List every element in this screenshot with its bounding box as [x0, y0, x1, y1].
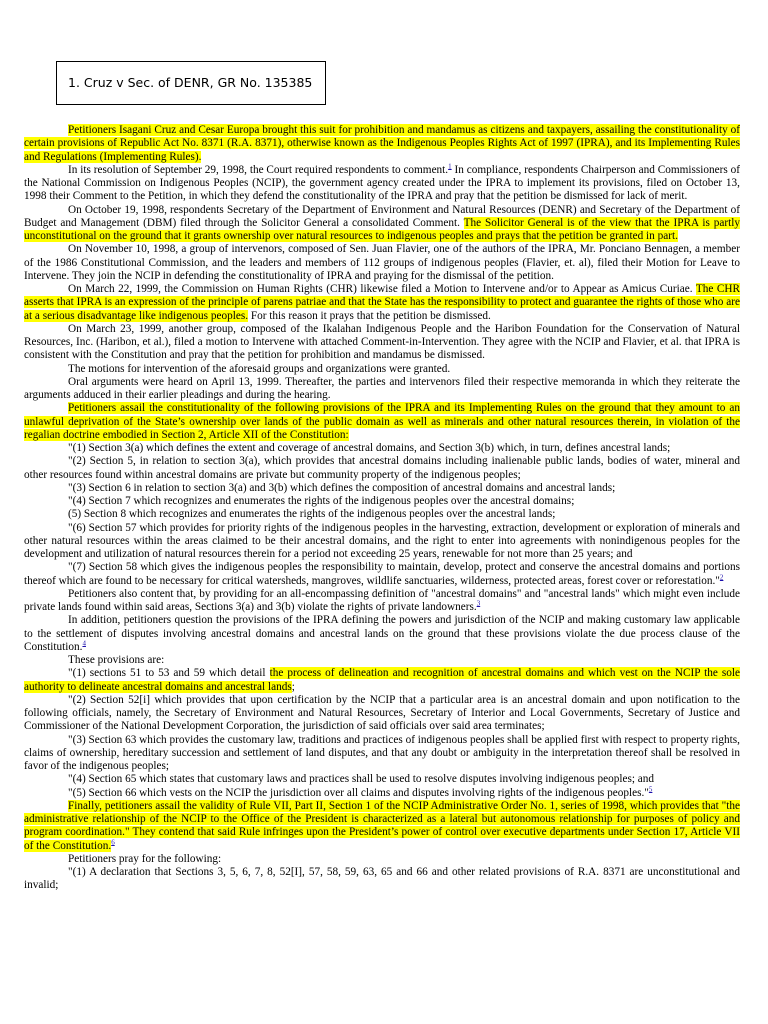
paragraph	[24, 508, 740, 521]
paragraph	[24, 283, 740, 323]
footnote-link[interactable]: 1	[448, 162, 452, 170]
text-segment: On March 23, 1999, another group, composed of the Ikalahan Indigenous People and the Haribon Foundation for the Conservation of Natural Resources, Inc. (Haribon, et al.), filed a motion to Intervene with attached Comment-in-Intervention. They agree with the NCIP and Flavier, et al. that IPRA is consistent with the Constitution and pray that the petition for prohibition and mandamus be dismissed.	[24, 322, 740, 362]
paragraph	[24, 694, 740, 734]
text-segment: In its resolution of September 29, 1998, the Court required respondents to comment.	[68, 163, 449, 176]
paragraph	[24, 866, 740, 893]
paragraph	[24, 455, 740, 482]
highlighted-text: the process of delineation and recognition of ancestral domains and which vest on the NCIP the sole authority to delineate ancestral domains and ancestral lands	[24, 667, 740, 693]
text-segment: In addition, petitioners question the provisions of the IPRA defining the powers and jurisdiction of the NCIP and making customary law applicable to the settlement of disputes involving ancestral domains and ancestral lands on the ground that these provisions violate the due process clause of the Constitution.	[24, 614, 740, 653]
highlighted-text: Petitioners Isagani Cruz and Cesar Europa brought this suit for prohibition and mandamus as citizens and taxpayers, assailing the constitutionality of certain provisions of Republic Act No. 8371 (R.A. 8371), otherwise known as the Indigenous Peoples Rights Act of 1997 (IPRA), and its Implementing Rules and Regulations (Implementing Rules).	[24, 124, 740, 163]
text-segment: ;	[291, 680, 295, 693]
document-body	[24, 124, 740, 893]
paragraph	[24, 800, 740, 853]
text-segment: "(4) Section 7 which recognizes and enumerates the rights of the indigenous peoples over the ancestral domains;	[68, 495, 575, 507]
paragraph	[24, 482, 740, 495]
text-segment: The motions for intervention of the aforesaid groups and organizations were granted.	[68, 362, 451, 375]
paragraph	[24, 124, 740, 164]
text-segment: "(1) sections 51 to 53 and 59 which detail	[68, 667, 270, 680]
paragraph	[24, 204, 740, 244]
text-segment: "(3) Section 63 which provides the customary law, traditions and practices of indigenous peoples shall be applied first with respect to property rights, claims of ownership, hereditary succession and settlement of land disputes, and that any doubt or ambiguity in the interpretation thereof shall be resolved in favor of the indigenous peoples;	[24, 733, 740, 772]
paragraph	[24, 376, 740, 403]
text-segment: On November 10, 1998, a group of intervenors, composed of Sen. Juan Flavier, one of the authors of the IPRA, Mr. Ponciano Bennagen, a member of the 1986 Constitutional Commission, and the leaders and members of 112 groups of indigenous peoples (Flavier, et. al), filed their Motion for Leave to Intervene. They join the NCIP in defending the constitutionality of IPRA and praying for the dismissal of the petition.	[24, 243, 740, 282]
text-segment: "(5) Section 66 which vests on the NCIP the jurisdiction over all claims and disputes involving rights of the indigenous peoples."	[68, 786, 649, 799]
text-segment: Petitioners pray for the following:	[68, 852, 222, 865]
paragraph	[24, 402, 740, 442]
paragraph	[24, 773, 740, 786]
text-segment: On March 22, 1999, the Commission on Human Rights (CHR) likewise filed a Motion to Intervene and/or to Appear as Amicus Curiae.	[68, 283, 696, 295]
text-segment: For this reason it prays that the petition be dismissed.	[248, 309, 491, 322]
document-title-text: 1. Cruz v Sec. of DENR, GR No. 135385	[68, 75, 313, 90]
paragraph	[24, 784, 740, 800]
highlighted-text: Finally, petitioners assail the validity of Rule VII, Part II, Section 1 of the NCIP Administrative Order No. 1, series of 1998, which provides that "the administrative relationship of the NCIP to the Office of the President is characterized as a lateral but autonomous relationship for purposes of policy and program coordination." They contend that said Rule infringes upon the President’s power of control over executive departments under Section 17, Article VII of the Constitution.	[24, 799, 740, 852]
text-segment: "(1) Section 3(a) which defines the extent and coverage of ancestral domains, and Section 3(b) which, in turn, defines ancestral lands;	[68, 442, 671, 454]
paragraph	[24, 614, 740, 654]
text-segment: Petitioners also content that, by providing for an all-encompassing definition of "ancestral domains" and "ancestral lands" which might even include private lands found within said areas, Sections 3(a) and 3(b) violate the rights of private landowners.	[24, 587, 740, 613]
paragraph	[24, 588, 740, 615]
text-segment: On October 19, 1998, respondents Secretary of the Department of Environment and Natural Resources (DENR) and Secretary of the Department of Budget and Management (DBM) filed through the Solicitor General a consolidated Comment.	[24, 203, 740, 229]
paragraph	[24, 363, 740, 376]
paragraph	[24, 164, 740, 204]
text-segment: Oral arguments were heard on April 13, 1999. Thereafter, the parties and intervenors filed their respective memoranda in which they reiterate the arguments adduced in their earlier pleadings and during the hearing.	[24, 375, 740, 401]
paragraph	[24, 734, 740, 774]
footnote-link[interactable]: 2	[719, 572, 724, 581]
text-segment: "(3) Section 6 in relation to section 3(a) and 3(b) which defines the composition of ancestral domains and ancestral lands;	[68, 481, 616, 494]
text-segment: (5) Section 8 which recognizes and enumerates the rights of the indigenous peoples over the ancestral lands;	[68, 508, 556, 521]
paragraph	[24, 323, 740, 363]
text-segment: "(2) Section 5, in relation to section 3(a), which provides that ancestral domains including inalienable public lands, bodies of water, mineral and other resources found within ancestral domains are private but community property of the indigenous peoples;	[24, 455, 740, 481]
footnote-link[interactable]: 6	[111, 837, 115, 846]
footnote-link[interactable]: 5	[648, 784, 653, 793]
paragraph	[24, 654, 740, 667]
document-title	[56, 61, 326, 105]
paragraph	[24, 495, 740, 508]
text-segment: "(1) A declaration that Sections 3, 5, 6, 7, 8, 52[I], 57, 58, 59, 63, 65 and 66 and other related provisions of R.A. 8371 are unconstitutional and invalid;	[24, 866, 740, 892]
text-segment: "(6) Section 57 which provides for priority rights of the indigenous peoples in the harvesting, extraction, development or exploration of minerals and other natural resources within the areas claimed to be their ancestral domains, and the right to enter into agreements with nonindigenous peoples for the development and utilization of natural resources therein for a period not exceeding 25 years, renewable for not more than 25 years; and	[24, 521, 740, 560]
text-segment: "(4) Section 65 which states that customary laws and practices shall be used to resolve disputes involving indigenous peoples; and	[68, 773, 655, 786]
highlighted-text: The Solicitor General is of the view that the IPRA is partly unconstitutional on the ground that it grants ownership over natural resources to indigenous peoples and prays that the petition be granted in part.	[24, 216, 740, 242]
paragraph	[24, 561, 740, 588]
paragraph	[24, 853, 740, 866]
paragraph	[24, 667, 740, 694]
footnote-link[interactable]: 3	[476, 599, 481, 608]
footnote-link[interactable]: 4	[82, 639, 86, 647]
text-segment: "(2) Section 52[i] which provides that upon certification by the NCIP that a particular area is an ancestral domain and upon notification to the following officials, namely, the Secretary of Environment and Natural Resources, Secretary of Interior and Local Governments, Secretary of Justice and Commissioner of the National Development Corporation, the jurisdiction of said officials over said area terminates;	[24, 693, 740, 733]
highlighted-text: Petitioners assail the constitutionality of the following provisions of the IPRA and its Implementing Rules on the ground that they amount to an unlawful deprivation of the State’s ownership over lands of the public domain as well as minerals and other natural resources therein, in violation of the regalian doctrine embodied in Section 2, Article XII of the Constitution:	[24, 402, 740, 441]
text-segment: These provisions are:	[68, 654, 165, 666]
text-segment: In compliance, respondents Chairperson and Commissioners of the National Commission on Indigenous Peoples (NCIP), the government agency created under the IPRA to implement its provisions, filed on October 13, 1998 their Comment to the Petition, in which they defend the constitutionality of the IPRA and pray that the petition be dismissed for lack of merit.	[24, 163, 740, 203]
paragraph	[24, 442, 740, 455]
highlighted-text: The CHR asserts that IPRA is an expression of the principle of parens patriae and that the State has the responsibility to protect and guarantee the rights of those who are at a serious disadvantage like indigenous peoples.	[24, 283, 740, 322]
paragraph	[24, 243, 740, 283]
text-segment: "(7) Section 58 which gives the indigenous peoples the responsibility to maintain, develop, protect and conserve the ancestral domains and portions thereof which are found to be necessary for critical watersheds, mangroves, wildlife sanctuaries, wilderness, protected areas, forest cover or reforestation."	[24, 561, 740, 587]
paragraph	[24, 522, 740, 562]
